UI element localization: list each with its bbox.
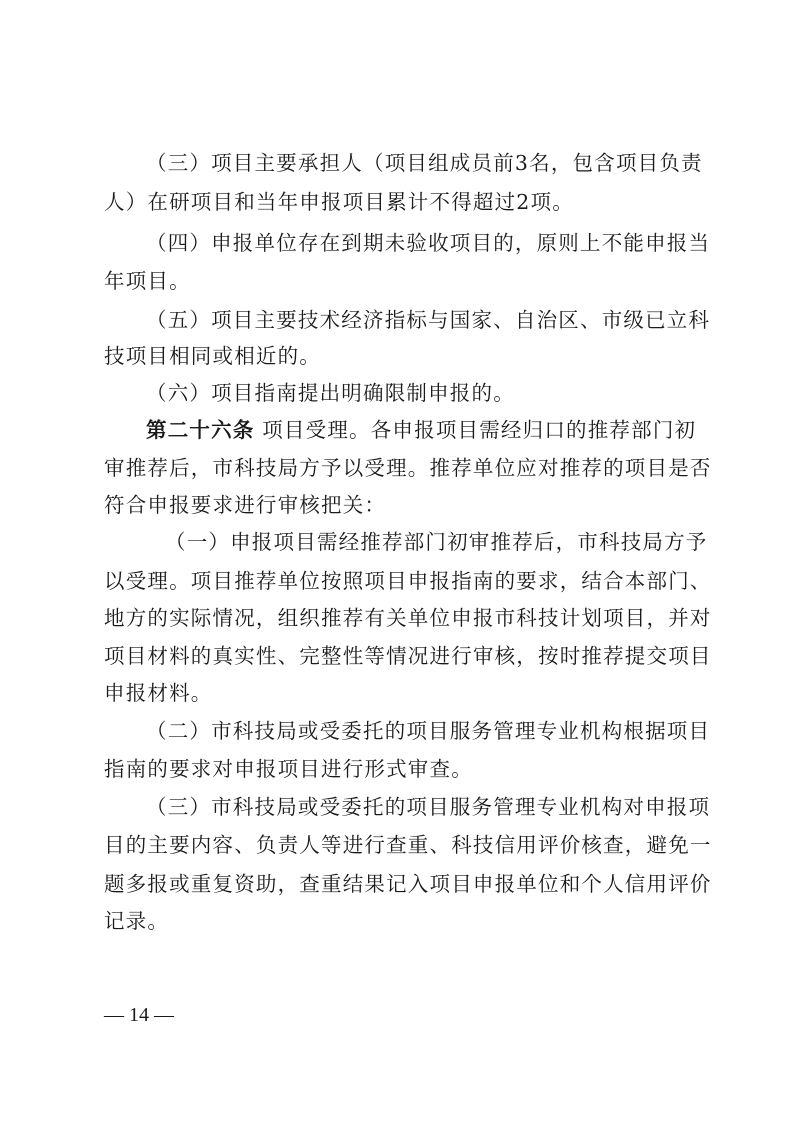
item-2-line-1: （二）市科技局或受委托的项目服务管理专业机构根据项目: [146, 719, 711, 743]
paragraph-5-line-2: 技项目相同或相近的。: [104, 344, 321, 368]
article-26-line-3: 符合申报要求进行审核把关：: [104, 493, 387, 517]
item-1-line-4: 项目材料的真实性、完整性等情况进行审核，按时推荐提交项目: [104, 644, 712, 668]
paragraph-3-line-2: 人）在研项目和当年申报项目累计不得超过2项。: [104, 190, 574, 214]
item-1-line-2: 以受理。项目推荐单位按照项目申报指南的要求，结合本部门、: [104, 569, 712, 593]
paragraph-4-line-2: 年项目。: [104, 269, 191, 293]
article-26-line-2: 审推荐后，市科技局方予以受理。推荐单位应对推荐的项目是否: [104, 456, 712, 480]
paragraph-3-line-1: （三）项目主要承担人（项目组成员前3名，包含项目负责: [146, 151, 703, 175]
paragraph-5-line-1: （五）项目主要技术经济指标与国家、自治区、市级已立科: [146, 308, 711, 332]
article-number: 第二十六条: [146, 418, 255, 442]
article-26-line-1: [146, 415, 696, 445]
item-3-line-1: （三）市科技局或受委托的项目服务管理专业机构对申报项: [146, 795, 711, 819]
paragraph-4-line-1: （四）申报单位存在到期未验收项目的，原则上不能申报当: [146, 231, 711, 255]
item-1-line-3: 地方的实际情况，组织推荐有关单位申报市科技计划项目，并对: [104, 606, 712, 630]
item-3-line-3: 题多报或重复资助，查重结果记入项目申报单位和个人信用评价: [104, 872, 712, 896]
paragraph-6-line-1: （六）项目指南提出明确限制申报的。: [146, 381, 515, 405]
item-3-line-4: 记录。: [104, 909, 170, 933]
item-1-line-1: （一）申报项目需经推荐部门初审推荐后，市科技局方予: [165, 530, 708, 554]
item-3-line-2: 目的主要内容、负责人等进行查重、科技信用评价核查，避免一: [104, 833, 712, 857]
article-26-heading: 项目受理。各申报项目需经归口的推荐部门初: [262, 418, 697, 442]
item-1-line-5: 申报材料。: [104, 681, 213, 705]
item-2-line-2: 指南的要求对申报项目进行形式审查。: [104, 757, 473, 781]
page-number: — 14 —: [104, 1004, 174, 1026]
